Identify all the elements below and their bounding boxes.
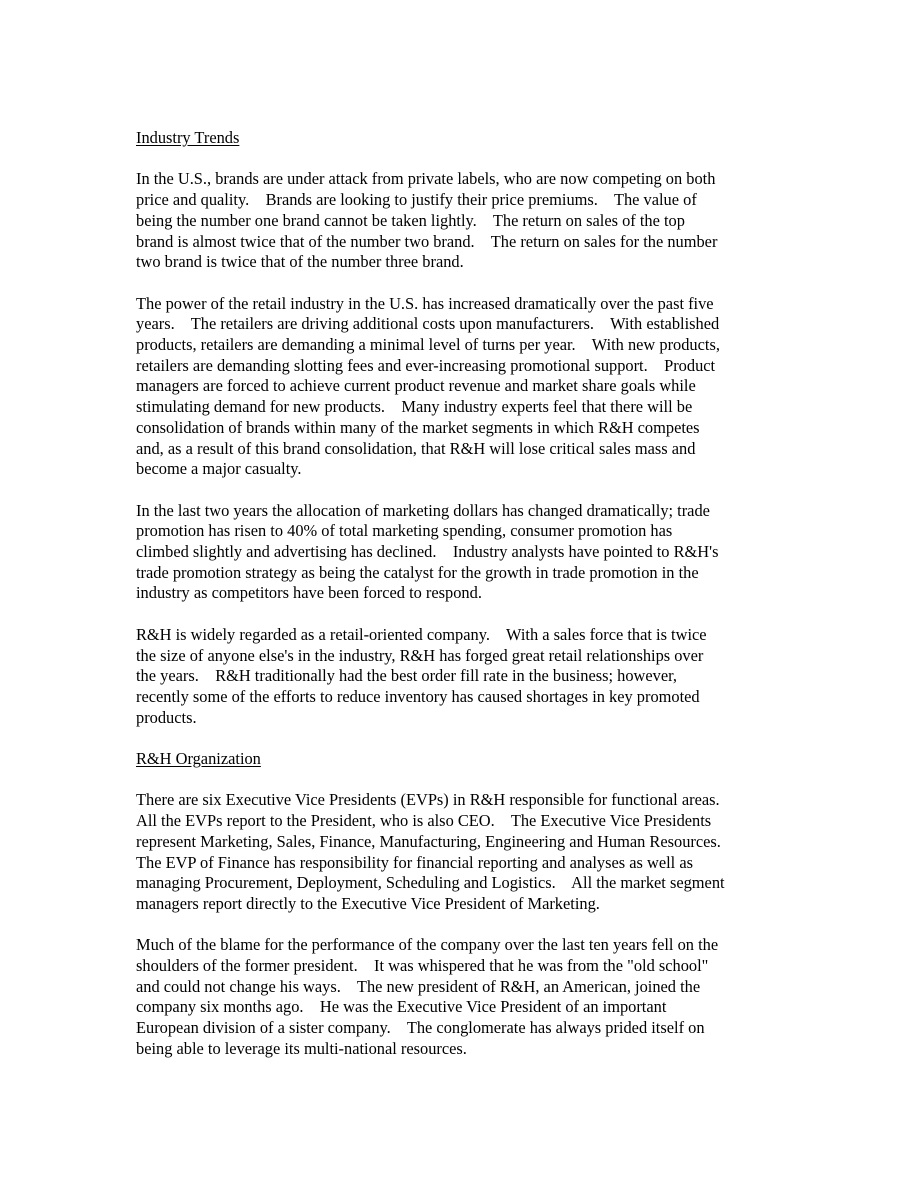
text-line: The EVP of Finance has responsibility for financial reporting and analyses as well as (136, 852, 693, 872)
text-line: the years. R&H traditionally had the best order fill rate in the business; however, (136, 666, 678, 686)
text-line: become a major casualty. (136, 459, 302, 479)
text-line: trade promotion strategy as being the catalyst for the growth in trade promotion in the (136, 562, 699, 582)
text-line: two brand is twice that of the number three brand. (136, 252, 464, 272)
text-line: The power of the retail industry in the U.S. has increased dramatically over the past five (136, 293, 714, 313)
text-line: recently some of the efforts to reduce inventory has caused shortages in key promoted (136, 686, 700, 706)
text-line: brand is almost twice that of the number two brand. The return on sales for the number (136, 231, 718, 251)
text-line: stimulating demand for new products. Many industry experts feel that there will be (136, 397, 693, 417)
paragraph-retail-oriented (136, 625, 796, 729)
paragraph-evps (136, 790, 796, 914)
text-line: being the number one brand cannot be taken lightly. The return on sales of the top (136, 210, 685, 230)
text-line: the size of anyone else's in the industry, R&H has forged great retail relationships over (136, 645, 704, 665)
text-line: company six months ago. He was the Executive Vice President of an important (136, 997, 667, 1017)
text-line: being able to leverage its multi-national resources. (136, 1038, 467, 1058)
text-line: price and quality. Brands are looking to justify their price premiums. The value of (136, 190, 697, 210)
text-line: promotion has risen to 40% of total marketing spending, consumer promotion has (136, 521, 673, 541)
text-line: products. (136, 707, 197, 727)
text-line: and could not change his ways. The new president of R&H, an American, joined the (136, 976, 701, 996)
text-line: industry as competitors have been forced to respond. (136, 583, 482, 603)
text-line: managers are forced to achieve current product revenue and market share goals while (136, 376, 696, 396)
text-line: represent Marketing, Sales, Finance, Manufacturing, Engineering and Human Resources. (136, 831, 721, 851)
text-line: In the last two years the allocation of marketing dollars has changed dramatically; trade (136, 500, 710, 520)
text-line: climbed slightly and advertising has declined. Industry analysts have pointed to R&H's (136, 542, 719, 562)
text-line: products, retailers are demanding a minimal level of turns per year. With new products, (136, 335, 720, 354)
paragraph-marketing-dollars (136, 501, 796, 605)
paragraph-retail-power (136, 294, 796, 480)
text-line: years. The retailers are driving additional costs upon manufacturers. With established (136, 314, 720, 334)
paragraph-brands (136, 169, 796, 273)
text-line: European division of a sister company. The conglomerate has always prided itself on (136, 1018, 705, 1038)
text-line: managing Procurement, Deployment, Scheduling and Logistics. All the market segment (136, 873, 725, 893)
text-line: and, as a result of this brand consolidation, that R&H will lose critical sales mass and (136, 438, 696, 458)
text-line: In the U.S., brands are under attack from private labels, who are now competing on both (136, 169, 716, 189)
text-line: consolidation of brands within many of the market segments in which R&H competes (136, 417, 700, 437)
text-line: All the EVPs report to the President, who is also CEO. The Executive Vice Presidents (136, 811, 712, 831)
text-line: There are six Executive Vice Presidents (EVPs) in R&H responsible for functional areas. (136, 790, 720, 810)
document-page (136, 128, 796, 1080)
text-line: managers report directly to the Executive Vice President of Marketing. (136, 893, 600, 913)
text-line: shoulders of the former president. It was whispered that he was from the "old school" (136, 956, 709, 976)
section-heading-rh-organization: R&H Organization (136, 749, 261, 769)
text-line: retailers are demanding slotting fees and ever-increasing promotional support. Product (136, 355, 716, 375)
section-heading-industry-trends: Industry Trends (136, 128, 240, 147)
text-line: Much of the blame for the performance of the company over the last ten years fell on the (136, 935, 719, 955)
text-line: R&H is widely regarded as a retail-oriented company. With a sales force that is twice (136, 624, 707, 644)
paragraph-former-president (136, 935, 796, 1059)
